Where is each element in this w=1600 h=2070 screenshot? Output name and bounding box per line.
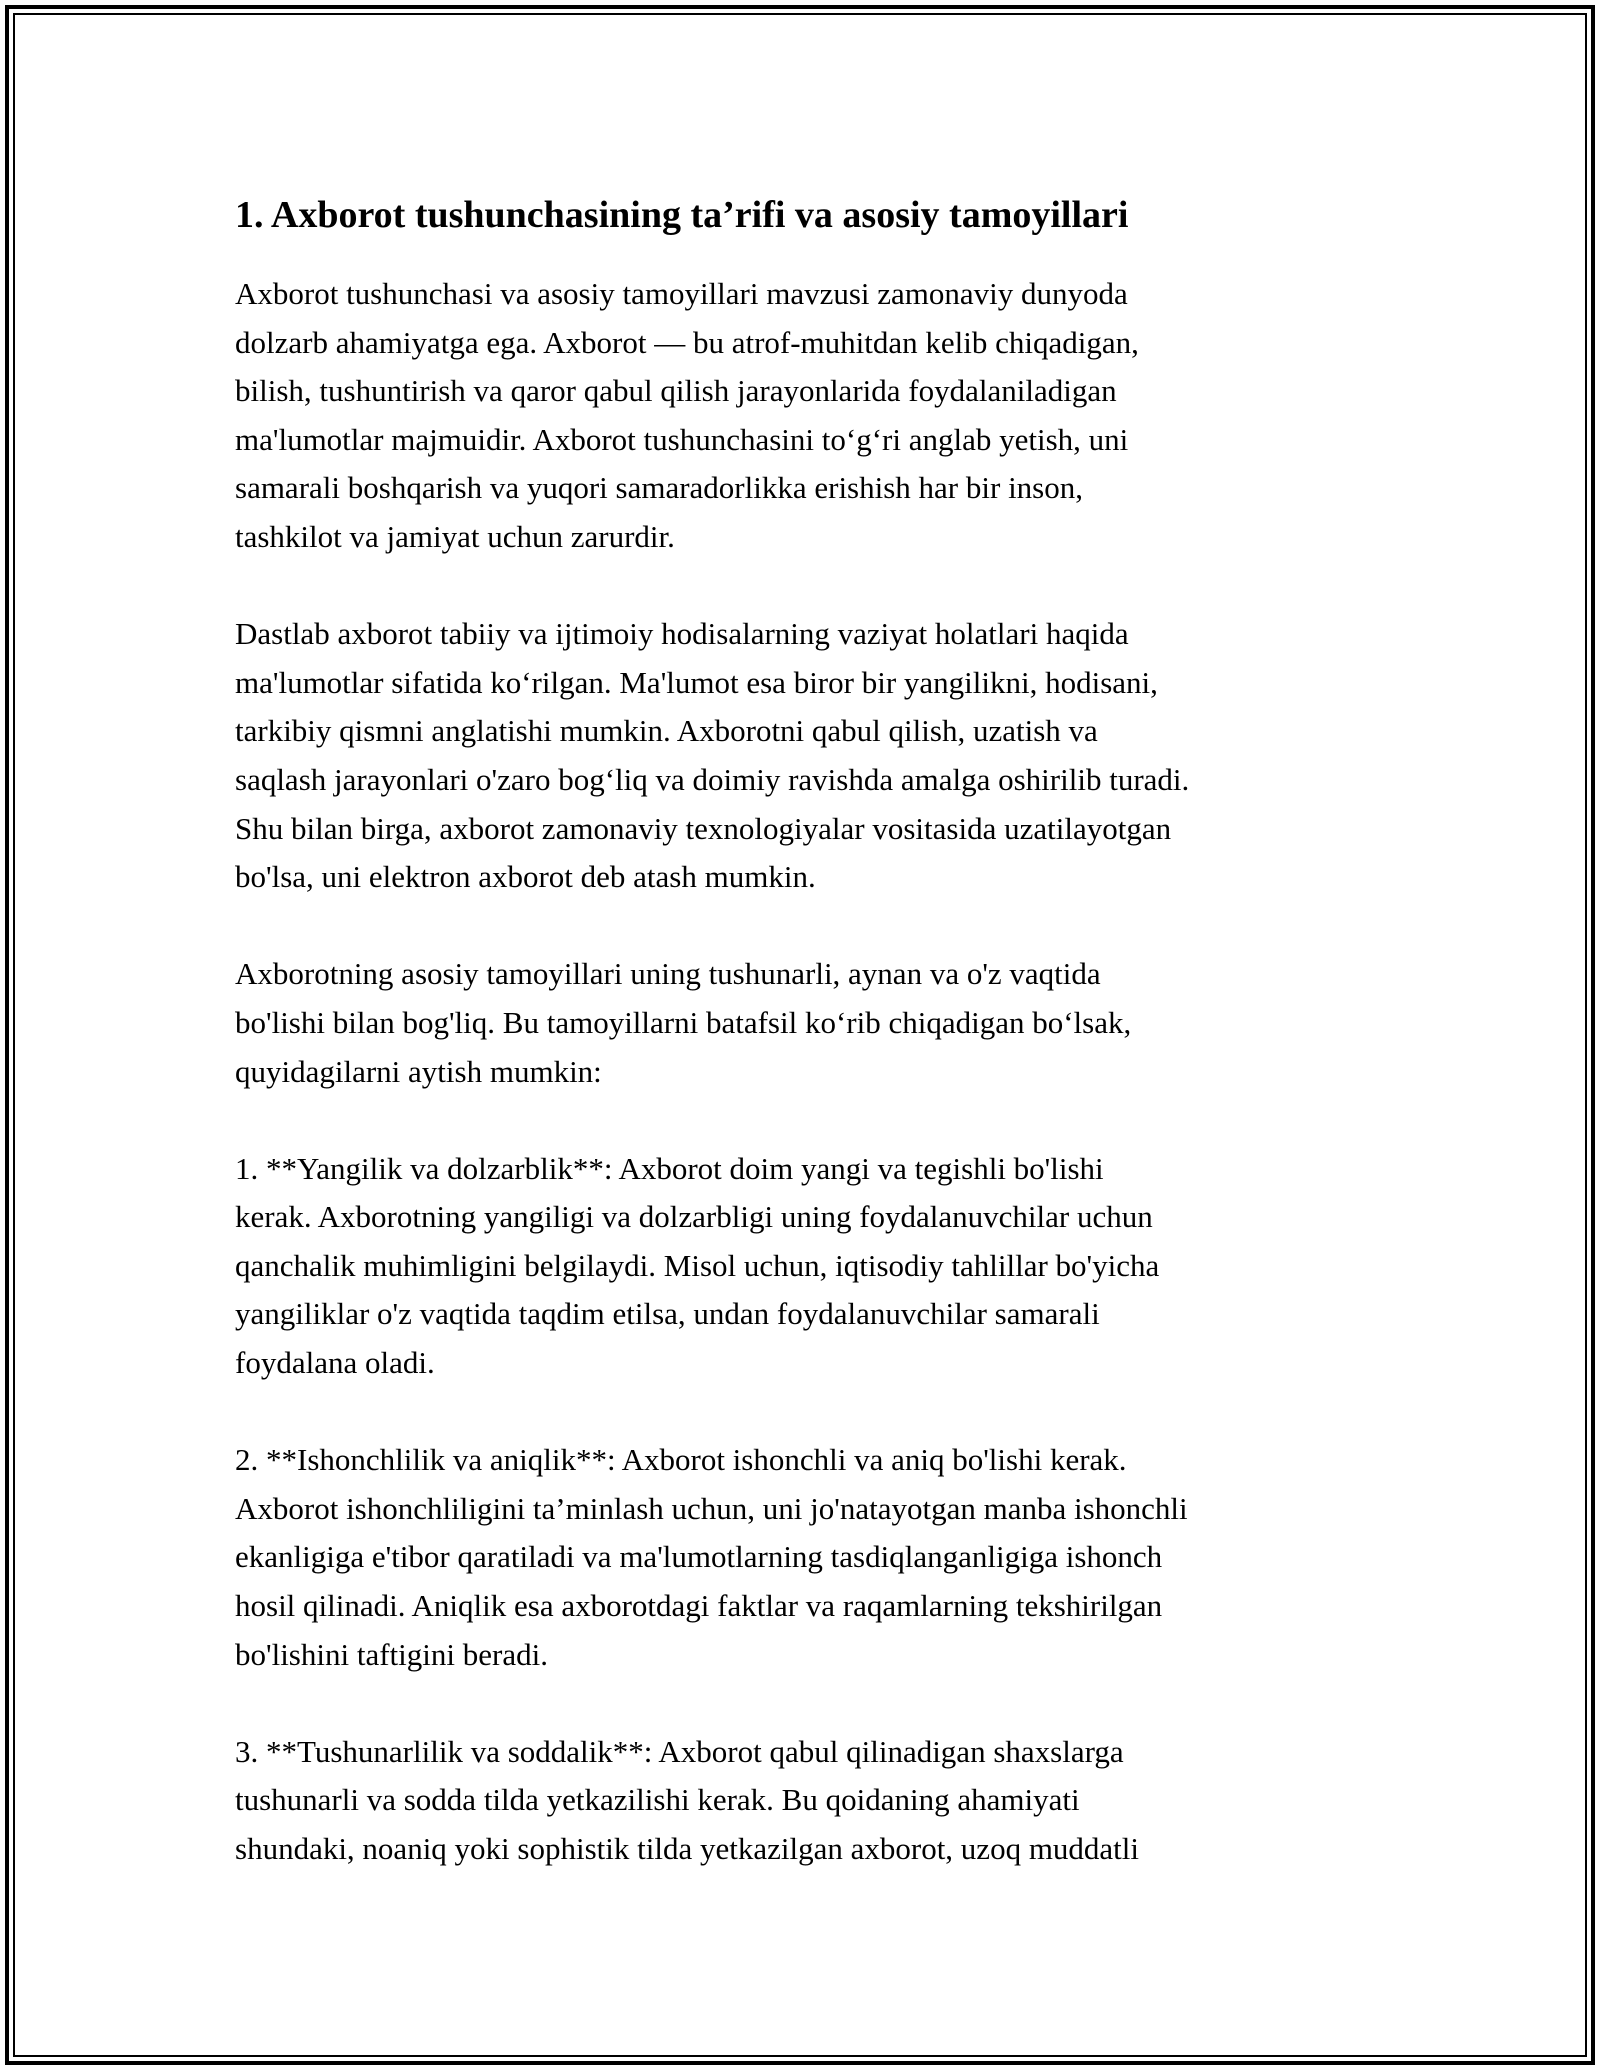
text-line: bo'lishini taftigini beradi. [235,1636,548,1672]
text-line: Axborot tushunchasi va asosiy tamoyillari mavzusi zamonaviy dunyoda [235,276,1128,311]
text-line: tarkibiy qismni anglatishi mumkin. Axborotni qabul qilish, uzatish va [235,713,1098,749]
list-item-clarity [235,1728,1385,1874]
section-title: 1. Axborot tushunchasining ta’rifi va asosiy tamoyillari [235,194,1129,236]
text-line: hosil qilinadi. Aniqlik esa axborotdagi faktlar va raqamlarning tekshirilgan [235,1588,1163,1624]
text-line: Axborotning asosiy tamoyillari uning tushunarli, aynan va o'z vaqtida [235,956,1101,992]
text-line: qanchalik muhimligini belgilaydi. Misol uchun, iqtisodiy tahlillar bo'yicha [235,1247,1160,1283]
text-line: tashkilot va jamiyat uchun zarurdir. [235,518,675,554]
text-line: ma'lumotlar majmuidir. Axborot tushunchasini to‘g‘ri anglab yetish, uni [235,421,1129,457]
text-line: 2. **Ishonchlilik va aniqlik**: Axborot ishonchli va aniq bo'lishi kerak. [235,1442,1127,1478]
paragraph-intro [235,270,1385,562]
text-line: shundaki, noaniq yoki sophistik tilda yetkazilgan axborot, uzoq muddatli [235,1831,1140,1866]
text-line: bo'lishi bilan bog'liq. Bu tamoyillarni batafsil ko‘rib chiqadigan bo‘lsak, [235,1004,1132,1040]
text-line: bo'lsa, uni elektron axborot deb atash mumkin. [235,859,816,895]
text-line: Shu bilan birga, axborot zamonaviy texnologiyalar vositasida uzatilayotgan [235,810,1172,846]
text-line: ma'lumotlar sifatida ko‘rilgan. Ma'lumot esa biror bir yangilikni, hodisani, [235,664,1158,700]
text-line: samarali boshqarish va yuqori samaradorlikka erishish har bir inson, [235,470,1083,506]
text-line: quyidagilarni aytish mumkin: [235,1053,602,1089]
list-item-reliability [235,1436,1385,1679]
text-line: bilish, tushuntirish va qaror qabul qilish jarayonlarida foydalaniladigan [235,373,1117,409]
text-line: yangiliklar o'z vaqtida taqdim etilsa, undan foydalanuvchilar samarali [235,1296,1100,1332]
text-line: saqlash jarayonlari o'zaro bog‘liq va doimiy ravishda amalga oshirilib turadi. [235,761,1190,797]
text-line: dolzarb ahamiyatga ega. Axborot — bu atrof-muhitdan kelib chiqadigan, [235,324,1139,360]
text-line: ekanligiga e'tibor qaratiladi va ma'lumotlarning tasdiqlanganligiga ishonch [235,1539,1163,1575]
list-item-novelty [235,1145,1385,1388]
text-line: foydalana oladi. [235,1345,435,1381]
text-line: Dastlab axborot tabiiy va ijtimoiy hodisalarning vaziyat holatlari haqida [235,616,1129,652]
text-line: Axborot ishonchliligini ta’minlash uchun, uni jo'natayotgan manba ishonchli [235,1490,1188,1526]
paragraph-history [235,610,1385,902]
paragraph-principles-intro [235,950,1385,1096]
document-body [235,180,1385,1922]
text-line: 3. **Tushunarlilik va soddalik**: Axborot qabul qilinadigan shaxslarga [235,1733,1124,1769]
text-line: kerak. Axborotning yangiligi va dolzarbligi uning foydalanuvchilar uchun [235,1199,1153,1235]
text-line: 1. **Yangilik va dolzarblik**: Axborot doim yangi va tegishli bo'lishi [235,1150,1104,1186]
text-line: tushunarli va sodda tilda yetkazilishi kerak. Bu qoidaning ahamiyati [235,1782,1080,1818]
